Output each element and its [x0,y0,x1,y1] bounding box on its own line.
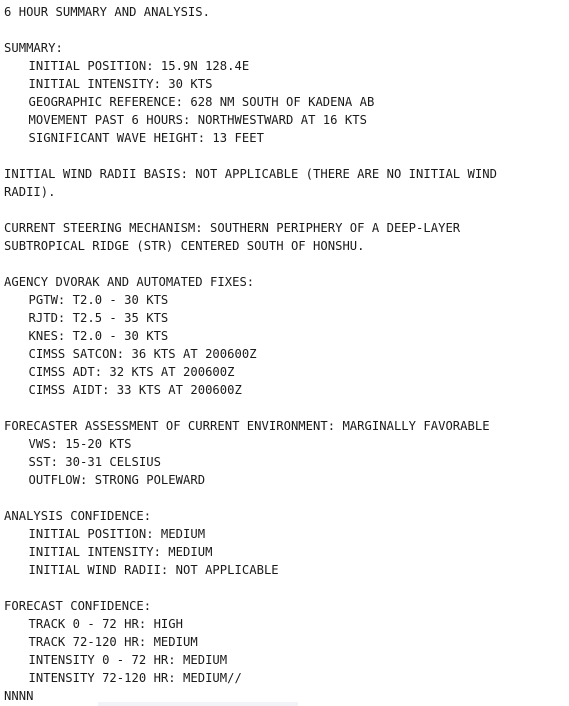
analysis-initial-intensity: INITIAL INTENSITY: MEDIUM [28,545,213,559]
environment-outflow: OUTFLOW: STRONG POLEWARD [28,473,206,487]
dvorak-knes: KNES: T2.0 - 30 KTS [28,329,169,343]
summary-heading: SUMMARY: [4,41,63,55]
blank-line [4,579,567,597]
dvorak-heading: AGENCY DVORAK AND AUTOMATED FIXES: [4,275,255,289]
steering-line-2: SUBTROPICAL RIDGE (STR) CENTERED SOUTH OF HONSHU. [4,239,365,253]
environment-vws: VWS: 15-20 KTS [28,437,132,451]
dvorak-cimss-satcon: CIMSS SATCON: 36 KTS AT 200600Z [28,347,257,361]
environment-heading: FORECASTER ASSESSMENT OF CURRENT ENVIRONMENT: MARGINALLY FAVORABLE [4,419,490,433]
blank-line [4,399,567,417]
dvorak-cimss-aidt: CIMSS AIDT: 33 KTS AT 200600Z [28,383,242,397]
forecast-confidence-heading: FORECAST CONFIDENCE: [4,599,152,613]
summary-movement: MOVEMENT PAST 6 HOURS: NORTHWESTWARD AT 16 KTS [28,113,367,127]
bulletin-document [4,3,567,705]
blank-line [4,201,567,219]
wind-radii-line-1: INITIAL WIND RADII BASIS: NOT APPLICABLE (THERE ARE NO INITIAL WIND [4,167,497,181]
wind-radii-line-2: RADII). [4,185,56,199]
blank-line [4,489,567,507]
blank-line [4,255,567,273]
environment-sst: SST: 30-31 CELSIUS [28,455,161,469]
dvorak-cimss-adt: CIMSS ADT: 32 KTS AT 200600Z [28,365,235,379]
summary-wave-height: SIGNIFICANT WAVE HEIGHT: 13 FEET [28,131,264,145]
scrollbar-remnant [98,702,298,706]
analysis-confidence-heading: ANALYSIS CONFIDENCE: [4,509,152,523]
forecast-track-0-72: TRACK 0 - 72 HR: HIGH [28,617,184,631]
analysis-initial-wind-radii: INITIAL WIND RADII: NOT APPLICABLE [28,563,279,577]
summary-initial-intensity: INITIAL INTENSITY: 30 KTS [28,77,213,91]
end-marker: NNNN [4,689,34,703]
bulletin-header: 6 HOUR SUMMARY AND ANALYSIS. [4,5,211,19]
blank-line [4,21,567,39]
forecast-intensity-72-120: INTENSITY 72-120 HR: MEDIUM// [28,671,242,685]
forecast-intensity-0-72: INTENSITY 0 - 72 HR: MEDIUM [28,653,228,667]
blank-line [4,147,567,165]
summary-initial-position: INITIAL POSITION: 15.9N 128.4E [28,59,250,73]
dvorak-rjtd: RJTD: T2.5 - 35 KTS [28,311,169,325]
steering-line-1: CURRENT STEERING MECHANISM: SOUTHERN PERIPHERY OF A DEEP-LAYER [4,221,461,235]
dvorak-pgtw: PGTW: T2.0 - 30 KTS [28,293,169,307]
summary-geographic-reference: GEOGRAPHIC REFERENCE: 628 NM SOUTH OF KADENA AB [28,95,375,109]
analysis-initial-position: INITIAL POSITION: MEDIUM [28,527,206,541]
forecast-track-72-120: TRACK 72-120 HR: MEDIUM [28,635,198,649]
